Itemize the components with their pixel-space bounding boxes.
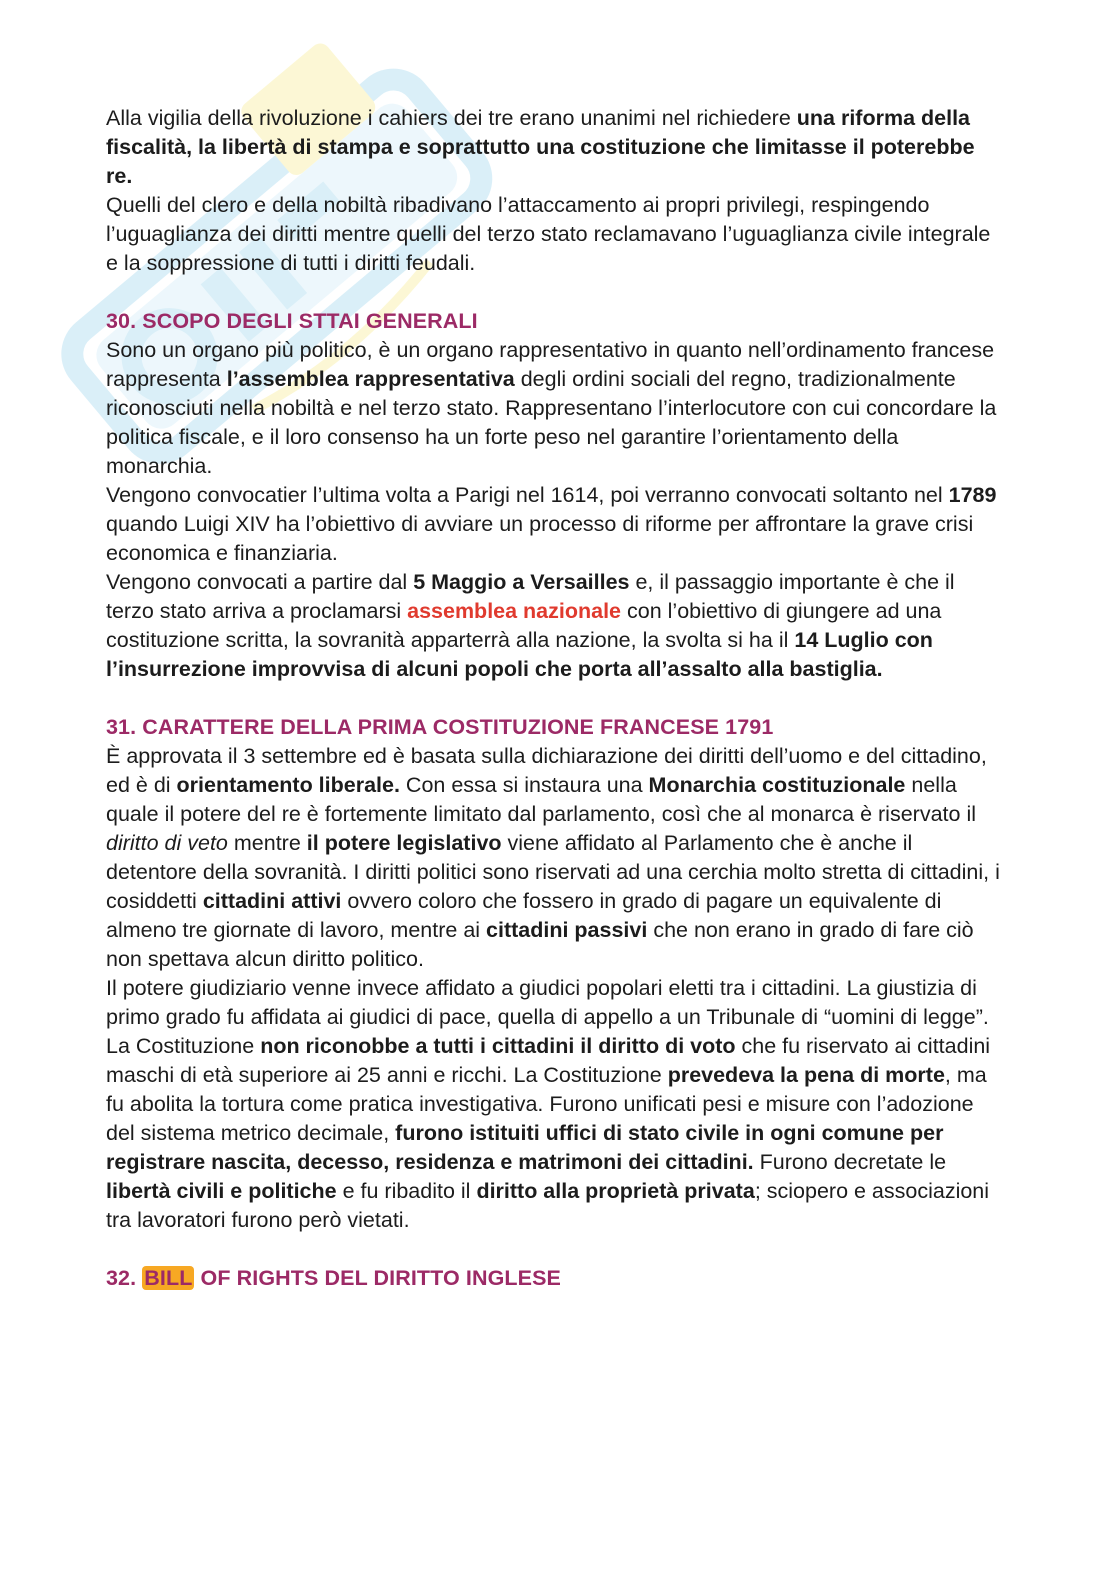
text-run: che non erano in grado di fare ciò non spettava alcun diritto politico. (106, 918, 974, 971)
spacer (106, 1235, 1006, 1264)
intro-paragraph-1 (106, 104, 1006, 191)
text-run: nella quale il potere del re è fortemente limitato dal parlamento, così che al monarca è riservato il (106, 773, 976, 826)
intro-paragraph-2 (106, 191, 1006, 278)
text-run: Con essa si instaura una (399, 773, 649, 797)
text-run: È approvata il 3 settembre ed è basata sulla dichiarazione dei diritti dell’uomo e del cittadino, ed è di (106, 744, 987, 797)
text-run: Alla vigilia della rivoluzione i cahiers dei tre erano unanimi nel richiedere (106, 106, 797, 130)
text-run: Vengono convocatier l’ultima volta a Parigi nel 1614, poi verranno convocati soltanto nel (106, 483, 949, 507)
section-31-paragraph-1 (106, 742, 1006, 974)
text-run: con l’obiettivo di giungere ad una costituzione scritta, la sovranità apparterrà alla nazione, la svolta si ha il (106, 599, 942, 652)
section-31-paragraph-3 (106, 1032, 1006, 1235)
text-run: degli ordini sociali del regno, tradizionalmente riconosciuti nella nobiltà e nel terzo stato. Rappresentano l’interlocutore con cui concordare la politica fiscale, e il loro consenso ha un forte peso nel garantire l’orientamento della monarchia. (106, 367, 997, 478)
text-run: La Costituzione (106, 1034, 261, 1058)
text-run: mentre (227, 831, 307, 855)
bold-text: il potere legislativo (306, 831, 502, 855)
text-run: , ma fu abolita la tortura come pratica investigativa. Furono unificati pesi e misure con l’adozione del sistema metrico decimale, (106, 1063, 987, 1145)
text-run: Quelli del clero e della nobiltà ribadivano l’attaccamento ai propri privilegi, respingendo l’uguaglianza dei diritti mentre quelli del terzo stato reclamavano l’uguaglianza civile integrale e la soppressione di tutti i diritti feudali. (106, 193, 991, 275)
bold-text: orientamento liberale. (176, 773, 400, 797)
text-run: che fu riservato ai cittadini maschi di età superiore ai 25 anni e ricchi. La Costituzione (106, 1034, 991, 1087)
bold-text: non riconobbe a tutti i cittadini il diritto di voto (260, 1034, 736, 1058)
text-run: ovvero coloro che fossero in grado di pagare un equivalente di almeno tre giornate di lavoro, mentre ai (106, 889, 942, 942)
section-32-heading (106, 1264, 1006, 1293)
text-run: Vengono convocati a partire dal (106, 570, 414, 594)
section-32-number: 32. (106, 1266, 143, 1290)
section-31-heading: 31. CARATTERE DELLA PRIMA COSTITUZIONE FRANCESE 1791 (106, 715, 774, 739)
bold-text: l’assemblea rappresentativa (226, 367, 515, 391)
red-highlight-text: assemblea nazionale (407, 599, 622, 623)
bold-text: 14 Luglio con l’insurrezione improvvisa di alcuni popoli che porta all’assalto alla bastiglia. (106, 628, 933, 681)
section-30-paragraph-1 (106, 336, 1006, 481)
spacer (106, 684, 1006, 713)
bold-text: furono istituiti uffici di stato civile in ogni comune per registrare nascita, decesso, residenza e matrimoni dei cittadini. (106, 1121, 944, 1174)
section-31-paragraph-2 (106, 974, 1006, 1032)
bold-text: Monarchia costituzionale (648, 773, 906, 797)
bold-text: 1789 (948, 483, 997, 507)
text-run: Furono decretate le (753, 1150, 947, 1174)
text-run: Sono un organo più politico, è un organo rappresentativo in quanto nell’ordinamento francese rappresenta (106, 338, 995, 391)
section-30-paragraph-2 (106, 481, 1006, 568)
text-run: quando Luigi XIV ha l’obiettivo di avviare un processo di riforme per affrontare la grave crisi economica e finanziaria. (106, 512, 974, 565)
section-30-paragraph-3 (106, 568, 1006, 684)
bold-text: prevedeva la pena di morte (667, 1063, 945, 1087)
highlighted-word: BILL (144, 1266, 193, 1290)
bold-text: 5 Maggio a Versailles (413, 570, 630, 594)
spacer (106, 278, 1006, 307)
text-run: e, il passaggio importante è che il terzo stato arriva a proclamarsi (106, 570, 955, 623)
bold-text: cittadini attivi (202, 889, 342, 913)
italic-text: diritto di veto (106, 831, 228, 855)
bold-text: diritto alla proprietà privata (476, 1179, 755, 1203)
text-run: Il potere giudiziario venne invece affidato a giudici popolari eletti tra i cittadini. La giustizia di primo grado fu affidata ai giudici di pace, quella di appello a un Tribunale di “uomini di legge”. (106, 976, 989, 1029)
bold-text: una riforma della fiscalità, la libertà di stampa e soprattutto una costituzione che limitasse il poterebbe re. (106, 106, 975, 188)
text-run: viene affidato al Parlamento che è anche il detentore della sovranità. I diritti politici sono riservati ad una cerchia molto stretta di cittadini, i cosiddetti (106, 831, 1000, 913)
bold-text: cittadini passivi (486, 918, 648, 942)
text-run: ; sciopero e associazioni tra lavoratori furono però vietati. (106, 1179, 990, 1232)
section-32-title: OF RIGHTS DEL DIRITTO INGLESE (194, 1266, 561, 1290)
bold-text: libertà civili e politiche (106, 1179, 337, 1203)
text-run: e fu ribadito il (336, 1179, 477, 1203)
section-30-heading: 30. SCOPO DEGLI STTAI GENERALI (106, 309, 478, 333)
document-body (106, 104, 1006, 1293)
